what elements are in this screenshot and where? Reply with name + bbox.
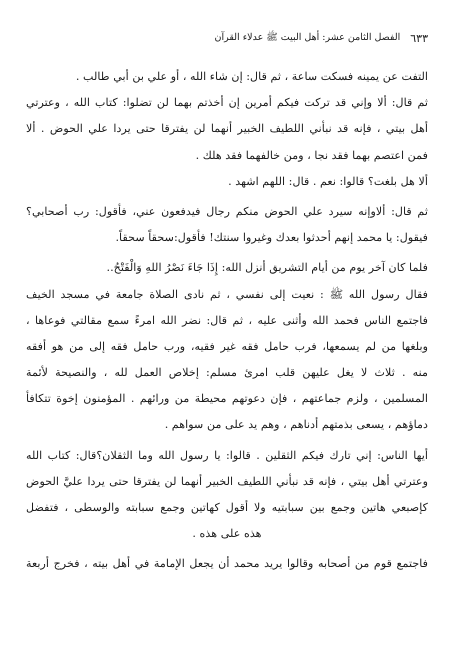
- text-line: وعترتي أهل بيتي ، فإنه قد نبأني اللطيف الخبير أنهما لن يفترقا حتى يردا عليَّ الحوض: [26, 474, 428, 488]
- text-line: فيقول: يا محمد إنهم أحدثوا بعدك وغيروا سنتك! فأقول:سحقاً سحقاً.: [115, 231, 428, 245]
- text-line: هذه على هذه .: [192, 527, 262, 541]
- text-line: المسلمين ، ولزم جماعتهم ، فإن دعوتهم محيطة من ورائهم . المؤمنون إخوة تتكافأ: [26, 392, 428, 406]
- text-line: منه . ثلاث لا يغل عليهن قلب امرئ مسلم: إخلاص العمل لله ، والنصيحة لأئمة: [26, 366, 428, 380]
- text-line: ثم قال: ألاوإنه سيرد علي الحوض منكم رجال فيدفعون عني، فأقول: رب أصحابي؟: [26, 204, 428, 218]
- text-line: التفت عن يمينه فسكت ساعة ، ثم قال: إن شاء الله ، أو علي بن أبي طالب .: [75, 70, 428, 83]
- text-line: ألا هل بلغت؟ قالوا: نعم . قال: اللهم اشهد .: [228, 174, 428, 188]
- text-line: أيها الناس: إني تارك فيكم الثقلين . قالوا: يا رسول الله وما الثقلان؟قال: كتاب الله: [26, 448, 428, 462]
- text-line: فمن اعتصم بهما فقد نجا ، ومن خالفهما فقد هلك .: [195, 148, 428, 162]
- text-line: فلما كان آخر يوم من أيام التشريق أنزل الله: إِذَا جَاءَ نَصْرُ اللهِ وَالْفَتْحُ..: [106, 261, 428, 275]
- page-body-text: [26, 64, 428, 578]
- text-line: فاجتمع الناس فحمد الله وأثنى عليه ، ثم قال: نضر الله امرءً سمع مقالتي فوعاها ،: [26, 313, 428, 327]
- page-header: [24, 30, 428, 46]
- text-line: وبلغها من لم يسمعها، فرب حامل فقه غير فقيه، ورب حامل فقه إلى من هو أفقه: [26, 339, 428, 353]
- page-number: ٦٣٣: [410, 31, 428, 45]
- text-line: ثم قال: ألا وإني قد تركت فيكم أمرين إن أخذتم بهما لن تضلوا: كتاب الله ، وعترتي: [26, 96, 428, 110]
- running-title: الفصل الثامن عشر: أهل البيت ﷺ عدلاء القرآن: [214, 32, 401, 43]
- text-line: كإصبعي هاتين وجمع بين سبابتيه ولا أقول كهاتين وجمع سبابته والوسطى ، فتفضل: [26, 501, 428, 514]
- text-line: فاجتمع قوم من أصحابه وقالوا يريد محمد أن يجعل الإمامة في أهل بيته ، فخرج أربعة: [26, 557, 428, 571]
- text-line: فقال رسول الله ﷺ : نعيت إلى نفسي ، ثم نادى الصلاة جامعة في مسجد الخيف: [26, 287, 428, 301]
- text-line: دماؤهم ، يسعى بذمتهم أدناهم ، وهم يد على من سواهم .: [164, 418, 428, 432]
- text-line: أهل بيتي ، فإنه قد نبأني اللطيف الخبير أنهما لن يفترقا حتى يردا علي الحوض . ألا: [26, 122, 428, 136]
